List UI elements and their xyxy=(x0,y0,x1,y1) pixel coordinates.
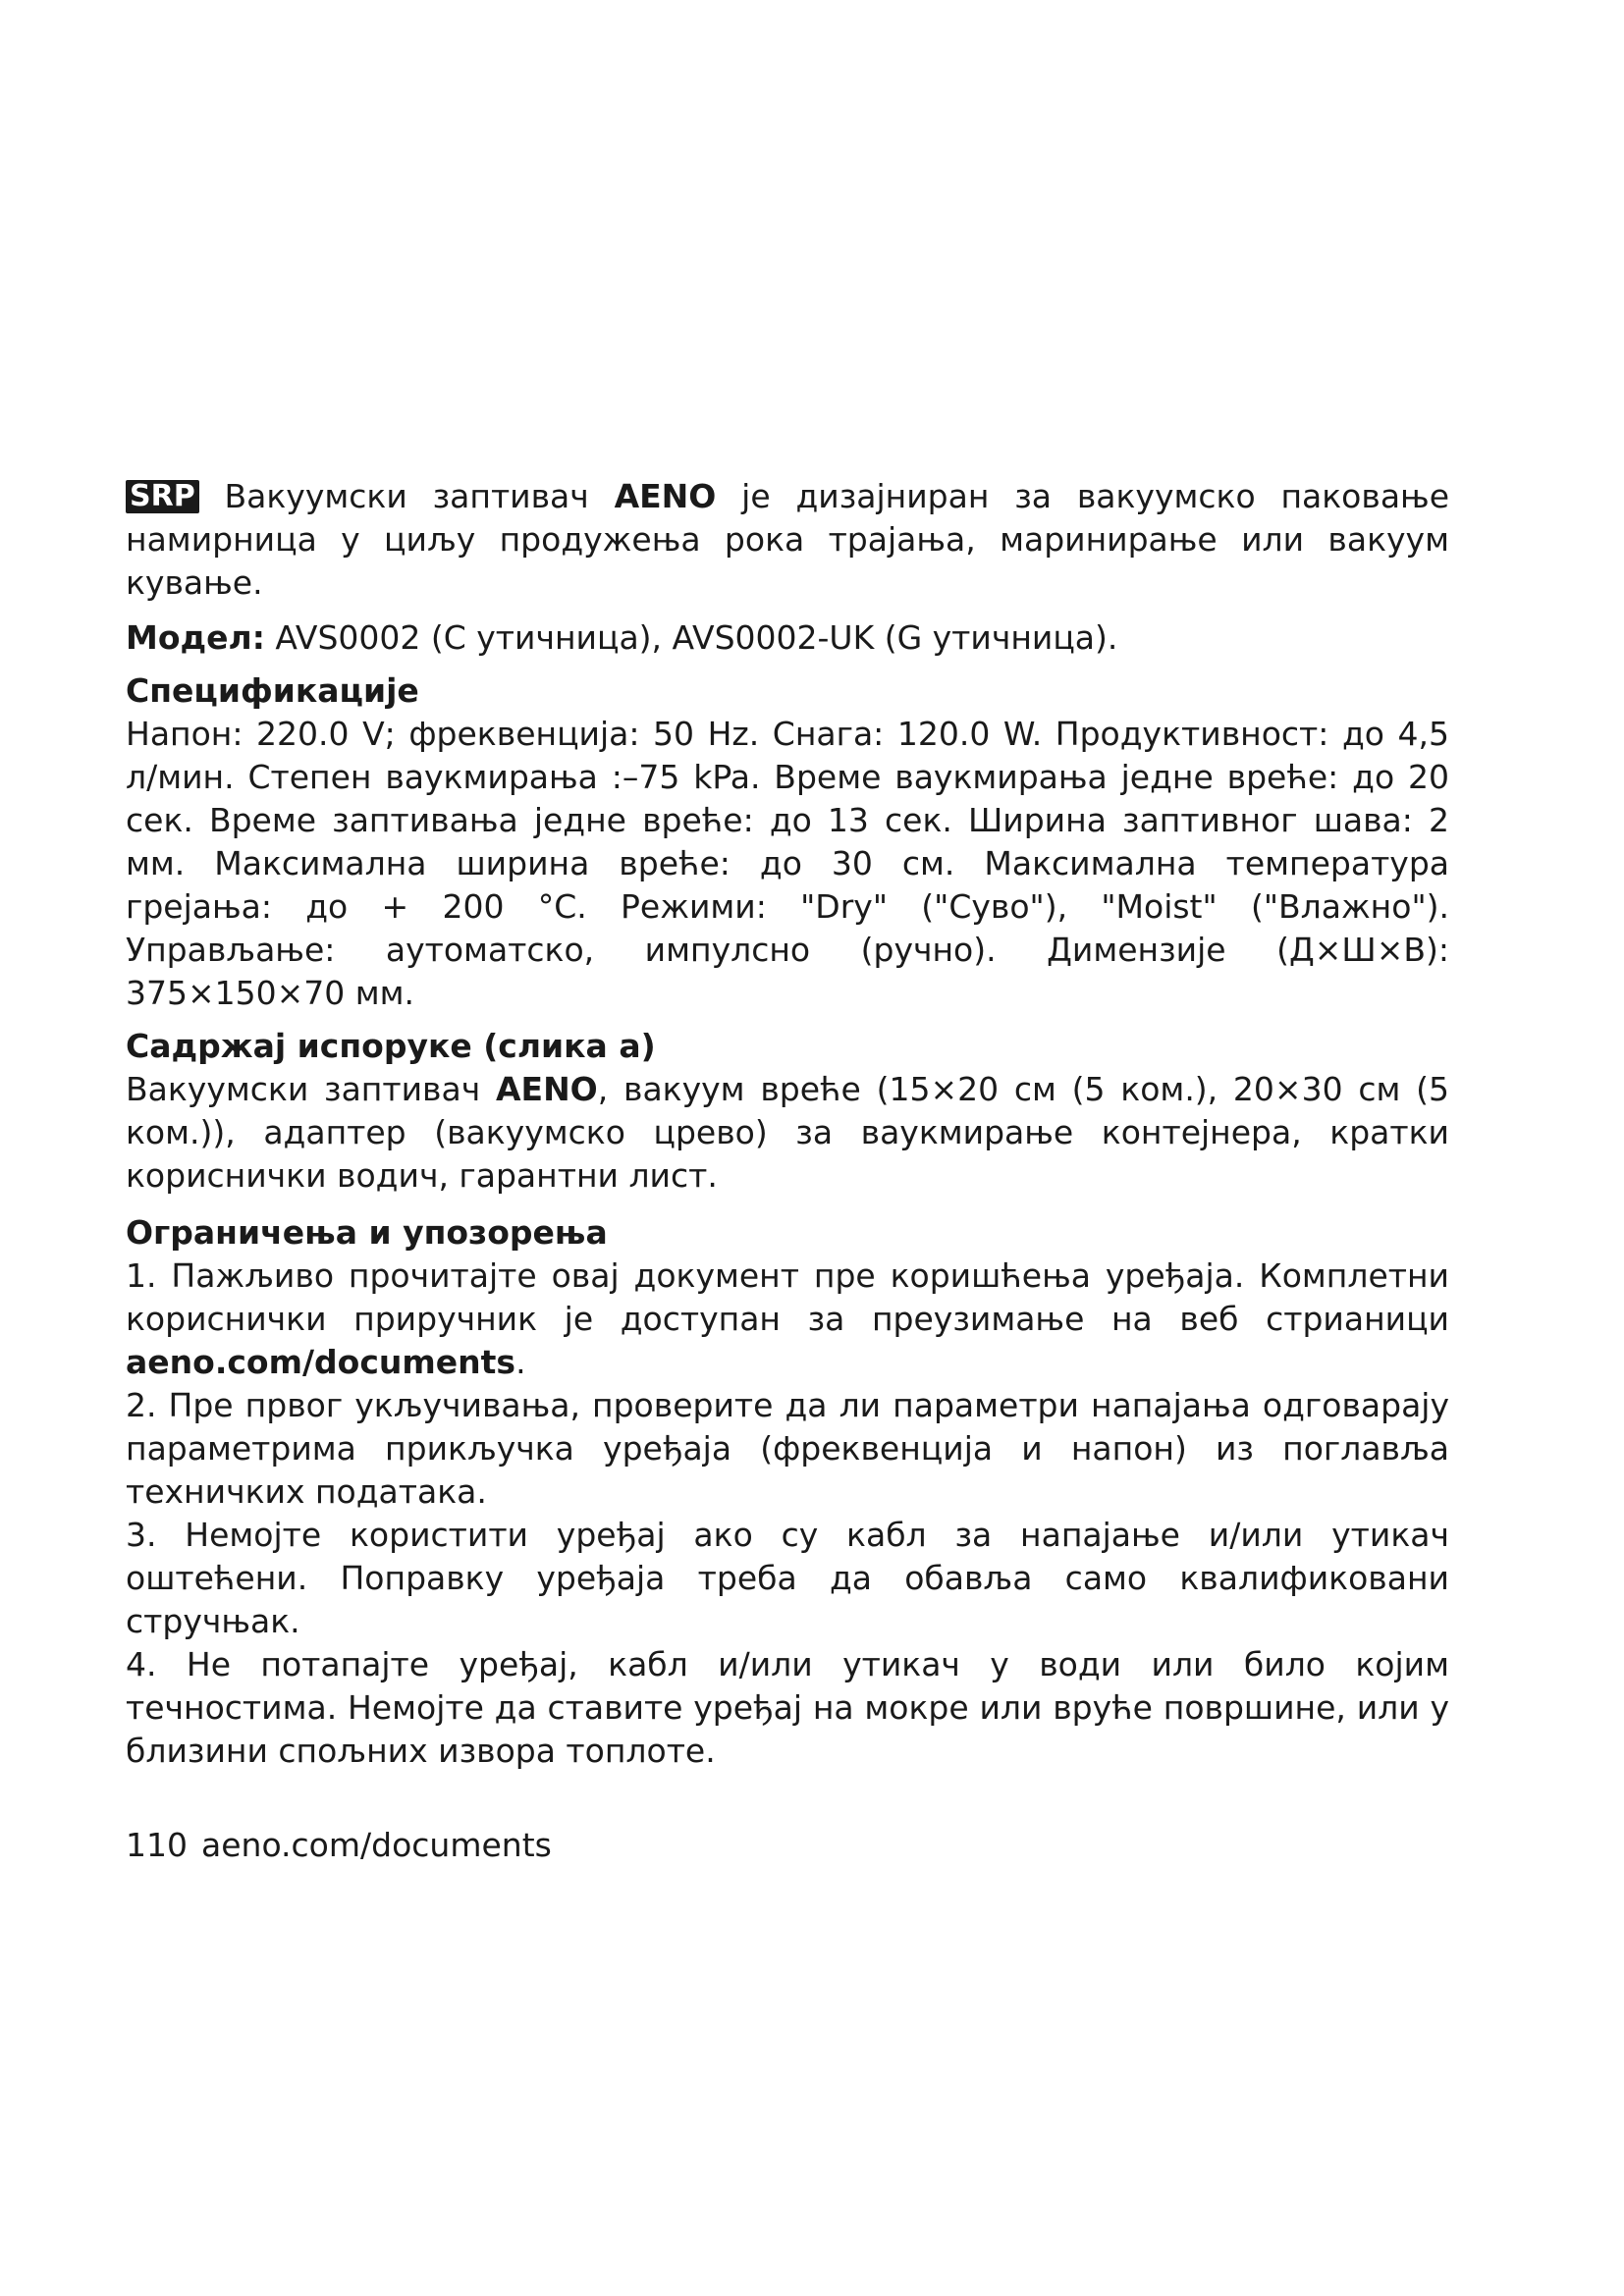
package-text-end: , вакуум вреће (15×20 см (5 ком.), 20×30 см (5 ком.)), адаптер (вакуумско црево) за ваукмирање контејнера, кратки кориснички водич, гарантни лист. xyxy=(126,1070,1449,1195)
model-line xyxy=(126,616,1449,660)
warning-item-4: 4. Не потапајте уређај, кабл и/или утикач у води или било којим течностима. Немојте да ставите уређај на мокре или вруће површине, или у близини спољних извора топлоте. xyxy=(126,1645,1449,1770)
warning-item-1-end: . xyxy=(515,1343,526,1381)
documents-link[interactable]: aeno.com/documents xyxy=(126,1343,516,1381)
package-text xyxy=(126,1068,1449,1198)
intro-paragraph xyxy=(126,475,1449,605)
warning-item-3: 3. Немојте користити уређај ако су кабл за напајање и/или утикач оштећени. Поправку уређаја треба да обавља само квалификовани стручњак. xyxy=(126,1516,1449,1640)
page-number: 110 xyxy=(126,1826,188,1864)
package-brand: AENO xyxy=(495,1070,598,1108)
model-value: AVS0002 (C утичница), AVS0002-UK (G утичница). xyxy=(264,618,1118,657)
brand-name: AENO xyxy=(614,477,717,515)
warning-item-2: 2. Пре првог укључивања, проверите да ли параметри напајања одговарају параметрима прикључка уређаја (фреквенција и напон) из поглавља техничких података. xyxy=(126,1386,1449,1511)
warning-item-1-text: 1. Пажљиво прочитајте овај документ пре коришћења уређаја. Комплетни кориснички приручник је доступан за преузимање на веб стрианици xyxy=(126,1256,1449,1338)
warnings-heading: Ограничења и упозорења xyxy=(126,1213,608,1252)
page-footer xyxy=(126,1824,552,1867)
specs-text: Напон: 220.0 V; фреквенција: 50 Hz. Снага: 120.0 W. Продуктивност: до 4,5 л/мин. Степен ваукмирања :–75 kPa. Време ваукмирања једне вреће: до 20 сек. Време заптивања једне вреће: до 13 сек. Ширина заптивног шава: 2 мм. Максимална ширина вреће: до 30 см. Максимална температура грејања: до + 200 °C. Режими: "Dry" ("Сувo"), "Moist" ("Влажно"). Управљање: аутоматско, импулсно (ручно). Димензије (Д×Ш×В): 375×150×70 мм. xyxy=(126,715,1449,1012)
package-heading: Садржај испоруке (слика а) xyxy=(126,1027,656,1065)
document-body xyxy=(126,475,1449,1773)
model-label: Модел: xyxy=(126,618,265,657)
intro-text-end: је дизајниран за вакуумско паковање намирница у циљу продужења рока трајања, маринирање или вакуум кување. xyxy=(126,477,1449,602)
intro-text-start: Вакуумски заптивач xyxy=(198,477,615,515)
footer-url[interactable]: aeno.com/documents xyxy=(201,1826,552,1864)
package-text-start: Вакуумски заптивач xyxy=(126,1070,496,1108)
warning-item-1 xyxy=(126,1255,1449,1384)
specs-heading: Спецификације xyxy=(126,671,419,710)
language-badge: SRP xyxy=(126,480,199,513)
